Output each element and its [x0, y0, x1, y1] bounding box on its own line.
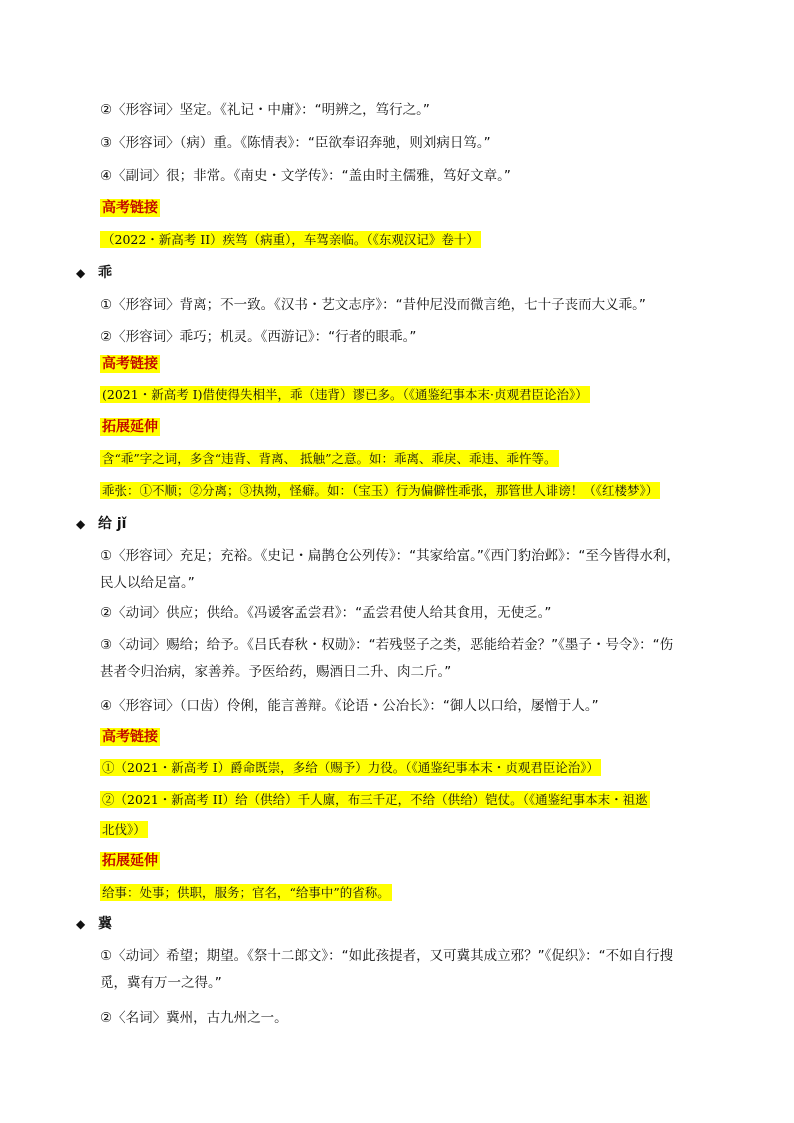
gaokao-link-item: (2021・新高考 I)借使得失相半，乖（违背）谬已多。（《通鉴纪事本末·贞观君臣论治》） [102, 387, 588, 402]
extension-label: 拓展延伸 [102, 419, 158, 435]
entry-jii-sense-1: ①〈动词〉希望；期望。《祭十二郎文》：“如此孩提者，又可冀其成立邪？”《促织》：“不如自行搜 [100, 948, 674, 964]
diamond-bullet-icon: ◆ [76, 917, 86, 931]
entry-du-sense-4: ④〈副词〉很；非常。《南史・文学传》：“盖由时主儒雅，笃好文章。” [100, 168, 511, 184]
extension-item: 乖张：①不顺；②分离；③执拗，怪癖。如：（宝玉）行为偏僻性乖张，那管世人诽谤！（《红楼梦》） [102, 483, 659, 498]
entry-ji-sense-4: ④〈形容词〉（口齿）伶俐，能言善辩。《论语・公冶长》：“御人以口给，屡憎于人。” [100, 698, 599, 714]
entry-ji-sense-1: ①〈形容词〉充足；充裕。《史记・扁鹊仓公列传》：“其家给富。”《西门豹治邺》：“至今皆得水利， [100, 548, 680, 564]
gaokao-link-item-cont: 北伐》） [102, 822, 146, 837]
entry-ji-sense-1-cont: 民人以给足富。” [100, 575, 195, 591]
entry-ji-sense-2: ②〈动词〉供应；供给。《冯谖客孟尝君》：“孟尝君使人给其食用，无使乏。” [100, 605, 552, 621]
entry-du-sense-2: ②〈形容词〉坚定。《礼记・中庸》：“明辨之，笃行之。” [100, 102, 430, 118]
entry-guai-sense-1: ①〈形容词〉背离；不一致。《汉书・艺文志序》：“昔仲尼没而微言绝，七十子丧而大义乖。” [100, 297, 646, 313]
gaokao-link-item: ②（2021・新高考 II）给（供给）千人廪，布三千疋，不给（供给）铠仗。（《通鉴纪事本末・祖逖 [102, 792, 648, 807]
gaokao-link-item: ①（2021・新高考 I）爵命既崇，多给（赐予）力役。（《通鉴纪事本末・贞观君臣论治》） [102, 760, 599, 775]
entry-ji-sense-3-cont: 甚者令归治病，家善养。予医给药，赐酒日二升、肉二斤。” [100, 664, 452, 680]
gaokao-link-label: 高考链接 [102, 356, 158, 372]
diamond-bullet-icon: ◆ [76, 517, 86, 531]
extension-item: 含“乖”字之词，多含“违背、背离、 抵触”之意。如：乖离、乖戾、乖违、乖忤等。 [102, 451, 557, 466]
headword-guai: ◆ 乖 [76, 265, 112, 281]
headword-ji: ◆ 给 jǐ [76, 516, 127, 532]
gaokao-link-label: 高考链接 [102, 200, 158, 216]
entry-du-sense-3: ③〈形容词〉（病）重。《陈情表》：“臣欲奉诏奔驰，则刘病日笃。” [100, 135, 491, 151]
entry-guai-sense-2: ②〈形容词〉乖巧；机灵。《西游记》：“行者的眼乖。” [100, 329, 417, 345]
headword-jii: ◆ 冀 [76, 916, 112, 932]
entry-jii-sense-1-cont: 觅，冀有万一之得。” [100, 975, 222, 991]
gaokao-link-label: 高考链接 [102, 729, 158, 745]
diamond-bullet-icon: ◆ [76, 266, 86, 280]
gaokao-link-item: （2022・新高考 II）疾笃（病重），车驾亲临。（《东观汉记》卷十） [102, 232, 479, 247]
extension-item: 给事：处事；供职，服务；官名，“给事中”的省称。 [102, 885, 390, 900]
extension-label: 拓展延伸 [102, 853, 158, 869]
entry-jii-sense-2: ②〈名词〉冀州，古九州之一。 [100, 1010, 288, 1026]
entry-ji-sense-3: ③〈动词〉赐给；给予。《吕氏春秋・权勋》：“若残竖子之类，恶能给若金？”《墨子・号令》：“伤 [100, 637, 674, 653]
